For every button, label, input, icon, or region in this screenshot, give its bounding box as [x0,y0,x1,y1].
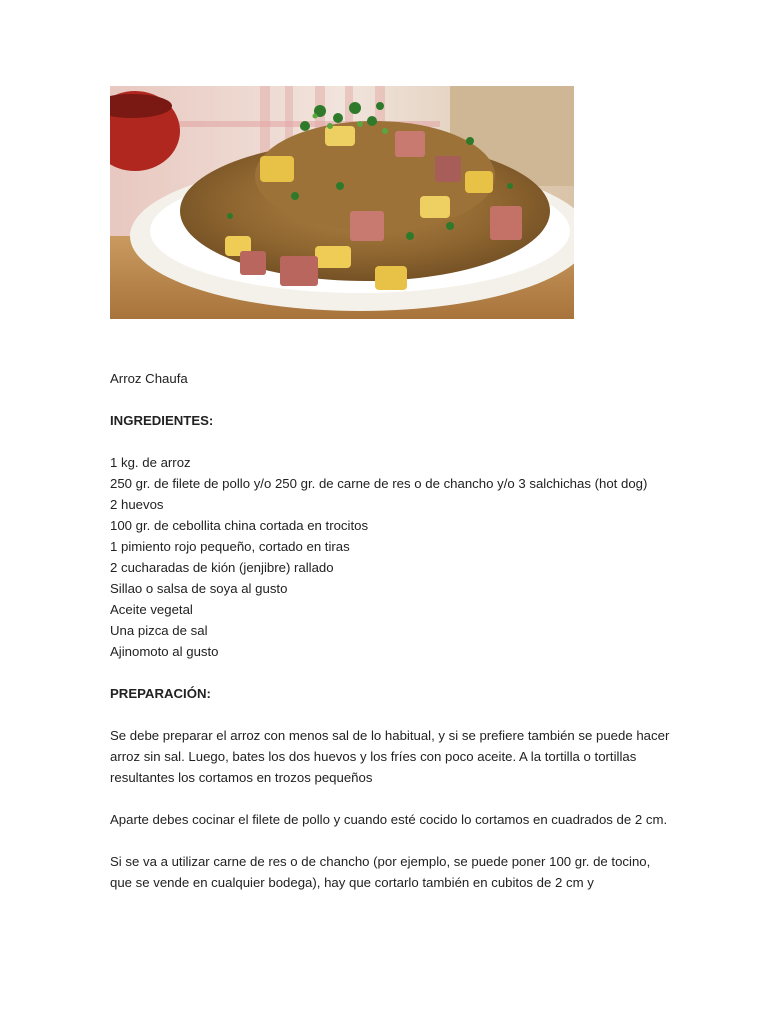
ingredient-item: Una pizca de sal [110,623,208,638]
ingredient-item: 100 gr. de cebollita china cortada en trocitos [110,518,369,533]
ingredient-item: 1 kg. de arroz [110,455,191,470]
dish-photo [110,86,574,319]
preparation-step: Si se va a utilizar carne de res o de chancho (por ejemplo, se puede poner 100 gr. de tocino, que se vende en cualquier bodega), hay que cortarlo también en cubitos de 2 cm y [110,854,651,890]
preparation-heading: PREPARACIÓN: [110,686,211,701]
ingredient-item: 2 cucharadas de kión (jenjibre) rallado [110,560,334,575]
ingredient-item: 1 pimiento rojo pequeño, cortado en tiras [110,539,350,554]
ingredient-item: Ajinomoto al gusto [110,644,219,659]
ingredients-list [110,452,670,662]
ingredient-item: 2 huevos [110,497,164,512]
ingredient-item: Sillao o salsa de soya al gusto [110,581,288,596]
ingredient-item: 250 gr. de filete de pollo y/o 250 gr. de carne de res o de chancho y/o 3 salchichas (hot dog) [110,476,648,491]
preparation-step: Se debe preparar el arroz con menos sal de lo habitual, y si se prefiere también se puede hacer arroz sin sal. Luego, bates los dos huevos y los fríes con poco aceite. A la tortilla o tortillas resultantes los cortamos en trozos pequeños [110,728,670,785]
recipe-text [110,368,670,893]
recipe-title: Arroz Chaufa [110,371,188,386]
document-page [110,86,670,893]
ingredient-item: Aceite vegetal [110,602,193,617]
preparation-step: Aparte debes cocinar el filete de pollo y cuando esté cocido lo cortamos en cuadrados de 2 cm. [110,812,668,827]
ingredients-heading: INGREDIENTES: [110,413,214,428]
